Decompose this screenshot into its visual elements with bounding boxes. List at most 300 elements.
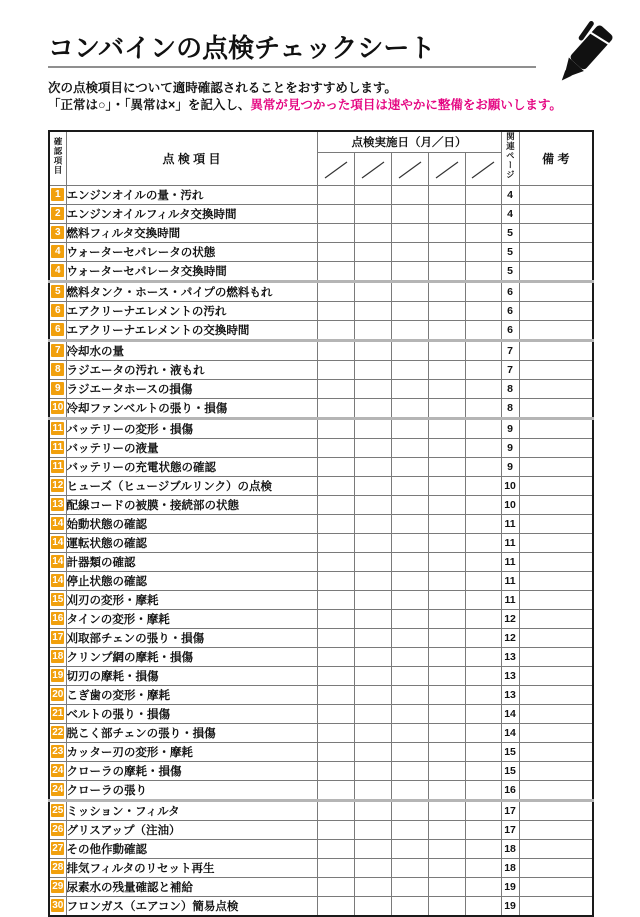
remarks-entry-cell[interactable] — [519, 896, 593, 916]
date-entry-cell[interactable] — [428, 320, 465, 340]
remarks-entry-cell[interactable] — [519, 685, 593, 704]
related-page-value: 5 — [501, 242, 519, 261]
row-number-badge: 28 — [52, 861, 64, 873]
date-entry-cell[interactable] — [317, 571, 354, 590]
date-entry-cell[interactable] — [428, 742, 465, 761]
row-number-badge: 16 — [52, 612, 64, 624]
date-entry-cell[interactable] — [428, 666, 465, 685]
date-entry-cell[interactable] — [317, 723, 354, 742]
check-no-cell — [49, 320, 66, 340]
date-entry-cell[interactable] — [354, 438, 391, 457]
date-entry-cell[interactable] — [317, 533, 354, 552]
date-entry-cell[interactable] — [465, 418, 501, 438]
check-no-cell — [49, 742, 66, 761]
check-no-cell — [49, 896, 66, 916]
col-header-date: 点検実施日（月／日） — [317, 131, 501, 152]
date-entry-cell[interactable] — [391, 261, 428, 281]
date-entry-cell[interactable] — [465, 780, 501, 800]
date-entry-cell[interactable] — [465, 552, 501, 571]
check-no-cell — [49, 590, 66, 609]
remarks-entry-cell[interactable] — [519, 839, 593, 858]
inspection-item-label: ヒューズ（ヒュージブルリンク）の点検 — [66, 476, 317, 495]
date-entry-cell[interactable] — [354, 723, 391, 742]
date-entry-cell[interactable] — [354, 185, 391, 204]
date-entry-cell[interactable] — [354, 704, 391, 723]
date-entry-cell[interactable] — [354, 457, 391, 476]
date-slot-header — [428, 152, 465, 185]
row-number-badge: 9 — [51, 382, 64, 395]
date-entry-cell[interactable] — [465, 320, 501, 340]
date-entry-cell[interactable] — [391, 204, 428, 223]
remarks-entry-cell[interactable] — [519, 281, 593, 301]
date-entry-cell[interactable] — [428, 185, 465, 204]
date-entry-cell[interactable] — [465, 685, 501, 704]
date-entry-cell[interactable] — [391, 418, 428, 438]
related-page-value: 10 — [501, 476, 519, 495]
date-entry-cell[interactable] — [465, 360, 501, 379]
date-entry-cell[interactable] — [354, 476, 391, 495]
date-entry-cell[interactable] — [465, 457, 501, 476]
date-entry-cell[interactable] — [465, 514, 501, 533]
table-row — [49, 704, 593, 723]
date-entry-cell[interactable] — [465, 666, 501, 685]
date-entry-cell[interactable] — [391, 533, 428, 552]
date-entry-cell[interactable] — [317, 261, 354, 281]
date-entry-cell[interactable] — [391, 780, 428, 800]
remarks-entry-cell[interactable] — [519, 242, 593, 261]
date-entry-cell[interactable] — [428, 896, 465, 916]
date-entry-cell[interactable] — [391, 320, 428, 340]
date-entry-cell[interactable] — [317, 647, 354, 666]
remarks-entry-cell[interactable] — [519, 340, 593, 360]
remarks-entry-cell[interactable] — [519, 858, 593, 877]
date-entry-cell[interactable] — [465, 301, 501, 320]
remarks-entry-cell[interactable] — [519, 457, 593, 476]
date-entry-cell[interactable] — [428, 281, 465, 301]
date-entry-cell[interactable] — [354, 820, 391, 839]
date-entry-cell[interactable] — [317, 704, 354, 723]
table-row — [49, 261, 593, 281]
date-entry-cell[interactable] — [428, 723, 465, 742]
table-row — [49, 204, 593, 223]
date-entry-cell[interactable] — [465, 877, 501, 896]
date-entry-cell[interactable] — [428, 533, 465, 552]
table-row — [49, 877, 593, 896]
date-entry-cell[interactable] — [391, 820, 428, 839]
remarks-entry-cell[interactable] — [519, 761, 593, 780]
date-entry-cell[interactable] — [465, 839, 501, 858]
remarks-entry-cell[interactable] — [519, 398, 593, 418]
inspection-item-label: ミッション・フィルタ — [66, 800, 317, 820]
date-entry-cell[interactable] — [354, 281, 391, 301]
related-page-value: 4 — [501, 185, 519, 204]
date-entry-cell[interactable] — [354, 590, 391, 609]
date-entry-cell[interactable] — [391, 839, 428, 858]
date-entry-cell[interactable] — [354, 628, 391, 647]
date-entry-cell[interactable] — [317, 320, 354, 340]
check-no-cell — [49, 571, 66, 590]
remarks-entry-cell[interactable] — [519, 438, 593, 457]
date-entry-cell[interactable] — [428, 609, 465, 628]
date-entry-cell[interactable] — [428, 223, 465, 242]
date-entry-cell[interactable] — [428, 301, 465, 320]
date-entry-cell[interactable] — [354, 340, 391, 360]
date-entry-cell[interactable] — [317, 360, 354, 379]
date-entry-cell[interactable] — [391, 457, 428, 476]
intro-text — [48, 80, 608, 114]
date-entry-cell[interactable] — [354, 742, 391, 761]
date-entry-cell[interactable] — [354, 379, 391, 398]
date-entry-cell[interactable] — [428, 418, 465, 438]
date-entry-cell[interactable] — [354, 780, 391, 800]
date-entry-cell[interactable] — [465, 896, 501, 916]
related-page-value: 4 — [501, 204, 519, 223]
row-number-badge: 2 — [51, 207, 64, 220]
remarks-entry-cell[interactable] — [519, 320, 593, 340]
date-entry-cell[interactable] — [428, 398, 465, 418]
inspection-item-label: エアクリーナエレメントの交換時間 — [66, 320, 317, 340]
inspection-item-label: クローラの摩耗・損傷 — [66, 761, 317, 780]
date-entry-cell[interactable] — [428, 590, 465, 609]
date-entry-cell[interactable] — [354, 761, 391, 780]
remarks-entry-cell[interactable] — [519, 261, 593, 281]
related-page-value: 9 — [501, 438, 519, 457]
date-slot-header — [465, 152, 501, 185]
date-entry-cell[interactable] — [391, 340, 428, 360]
date-entry-cell[interactable] — [317, 185, 354, 204]
date-entry-cell[interactable] — [465, 723, 501, 742]
date-entry-cell[interactable] — [317, 685, 354, 704]
date-entry-cell[interactable] — [428, 476, 465, 495]
date-entry-cell[interactable] — [391, 877, 428, 896]
date-entry-cell[interactable] — [317, 223, 354, 242]
remarks-entry-cell[interactable] — [519, 877, 593, 896]
remarks-entry-cell[interactable] — [519, 571, 593, 590]
row-number-badge: 21 — [52, 707, 64, 719]
date-entry-cell[interactable] — [354, 398, 391, 418]
date-entry-cell[interactable] — [428, 820, 465, 839]
date-entry-cell[interactable] — [428, 261, 465, 281]
remarks-entry-cell[interactable] — [519, 476, 593, 495]
date-entry-cell[interactable] — [317, 281, 354, 301]
remarks-entry-cell[interactable] — [519, 780, 593, 800]
date-entry-cell[interactable] — [317, 896, 354, 916]
remarks-entry-cell[interactable] — [519, 800, 593, 820]
date-entry-cell[interactable] — [317, 552, 354, 571]
date-entry-cell[interactable] — [317, 476, 354, 495]
date-entry-cell[interactable] — [391, 476, 428, 495]
remarks-entry-cell[interactable] — [519, 495, 593, 514]
table-row — [49, 340, 593, 360]
table-row — [49, 761, 593, 780]
table-row — [49, 514, 593, 533]
date-entry-cell[interactable] — [317, 800, 354, 820]
date-entry-cell[interactable] — [391, 242, 428, 261]
check-no-cell — [49, 761, 66, 780]
date-entry-cell[interactable] — [354, 571, 391, 590]
date-entry-cell[interactable] — [354, 514, 391, 533]
date-entry-cell[interactable] — [391, 185, 428, 204]
date-entry-cell[interactable] — [354, 223, 391, 242]
related-page-value: 7 — [501, 340, 519, 360]
date-entry-cell[interactable] — [317, 457, 354, 476]
date-entry-cell[interactable] — [428, 438, 465, 457]
table-row — [49, 666, 593, 685]
date-entry-cell[interactable] — [317, 858, 354, 877]
date-entry-cell[interactable] — [317, 761, 354, 780]
date-entry-cell[interactable] — [465, 185, 501, 204]
date-entry-cell[interactable] — [354, 666, 391, 685]
date-entry-cell[interactable] — [354, 360, 391, 379]
table-row — [49, 685, 593, 704]
date-entry-cell[interactable] — [317, 742, 354, 761]
date-entry-cell[interactable] — [317, 877, 354, 896]
intro-line-2-alert: 異常が見つかった項目は速やかに整備をお願いします。 — [250, 98, 562, 112]
date-entry-cell[interactable] — [317, 514, 354, 533]
date-slash-icon — [433, 159, 461, 181]
remarks-entry-cell[interactable] — [519, 666, 593, 685]
date-entry-cell[interactable] — [391, 438, 428, 457]
date-entry-cell[interactable] — [391, 761, 428, 780]
check-no-cell — [49, 800, 66, 820]
remarks-entry-cell[interactable] — [519, 628, 593, 647]
related-page-value: 13 — [501, 685, 519, 704]
row-number-badge: 18 — [52, 650, 64, 662]
date-entry-cell[interactable] — [465, 761, 501, 780]
table-row — [49, 571, 593, 590]
inspection-item-label: バッテリーの充電状態の確認 — [66, 457, 317, 476]
date-entry-cell[interactable] — [428, 514, 465, 533]
date-entry-cell[interactable] — [354, 647, 391, 666]
date-entry-cell[interactable] — [428, 495, 465, 514]
date-entry-cell[interactable] — [354, 552, 391, 571]
date-entry-cell[interactable] — [465, 533, 501, 552]
date-entry-cell[interactable] — [354, 320, 391, 340]
date-entry-cell[interactable] — [317, 418, 354, 438]
date-entry-cell[interactable] — [317, 398, 354, 418]
date-entry-cell[interactable] — [391, 223, 428, 242]
date-entry-cell[interactable] — [428, 704, 465, 723]
remarks-entry-cell[interactable] — [519, 723, 593, 742]
date-entry-cell[interactable] — [465, 800, 501, 820]
date-entry-cell[interactable] — [354, 896, 391, 916]
date-entry-cell[interactable] — [465, 609, 501, 628]
date-entry-cell[interactable] — [465, 495, 501, 514]
date-entry-cell[interactable] — [317, 609, 354, 628]
remarks-entry-cell[interactable] — [519, 301, 593, 320]
date-entry-cell[interactable] — [317, 438, 354, 457]
related-page-value: 8 — [501, 379, 519, 398]
check-no-cell — [49, 609, 66, 628]
related-page-value: 6 — [501, 320, 519, 340]
date-entry-cell[interactable] — [391, 281, 428, 301]
date-entry-cell[interactable] — [465, 204, 501, 223]
date-entry-cell[interactable] — [354, 204, 391, 223]
remarks-entry-cell[interactable] — [519, 704, 593, 723]
date-entry-cell[interactable] — [354, 533, 391, 552]
row-number-badge: 14 — [52, 555, 64, 567]
date-entry-cell[interactable] — [391, 742, 428, 761]
remarks-entry-cell[interactable] — [519, 609, 593, 628]
date-entry-cell[interactable] — [317, 495, 354, 514]
date-slot-header — [354, 152, 391, 185]
date-entry-cell[interactable] — [354, 609, 391, 628]
date-entry-cell[interactable] — [317, 204, 354, 223]
date-entry-cell[interactable] — [391, 704, 428, 723]
date-entry-cell[interactable] — [465, 590, 501, 609]
date-entry-cell[interactable] — [391, 609, 428, 628]
date-entry-cell[interactable] — [391, 398, 428, 418]
date-entry-cell[interactable] — [465, 438, 501, 457]
date-entry-cell[interactable] — [465, 628, 501, 647]
date-entry-cell[interactable] — [354, 877, 391, 896]
date-entry-cell[interactable] — [354, 242, 391, 261]
table-row — [49, 418, 593, 438]
date-entry-cell[interactable] — [317, 301, 354, 320]
date-entry-cell[interactable] — [391, 379, 428, 398]
date-entry-cell[interactable] — [354, 418, 391, 438]
date-entry-cell[interactable] — [465, 647, 501, 666]
date-entry-cell[interactable] — [465, 820, 501, 839]
date-entry-cell[interactable] — [317, 242, 354, 261]
date-entry-cell[interactable] — [428, 685, 465, 704]
date-entry-cell[interactable] — [354, 800, 391, 820]
check-no-cell — [49, 379, 66, 398]
date-entry-cell[interactable] — [317, 666, 354, 685]
date-entry-cell[interactable] — [428, 571, 465, 590]
date-entry-cell[interactable] — [428, 340, 465, 360]
date-entry-cell[interactable] — [391, 628, 428, 647]
date-entry-cell[interactable] — [354, 301, 391, 320]
date-entry-cell[interactable] — [465, 340, 501, 360]
table-row — [49, 533, 593, 552]
date-entry-cell[interactable] — [317, 628, 354, 647]
inspection-item-label: ウォーターセパレータの状態 — [66, 242, 317, 261]
date-entry-cell[interactable] — [391, 723, 428, 742]
row-number-badge: 4 — [51, 245, 64, 258]
date-entry-cell[interactable] — [391, 685, 428, 704]
remarks-entry-cell[interactable] — [519, 590, 593, 609]
remarks-entry-cell[interactable] — [519, 185, 593, 204]
date-entry-cell[interactable] — [391, 552, 428, 571]
date-entry-cell[interactable] — [317, 820, 354, 839]
date-entry-cell[interactable] — [428, 858, 465, 877]
related-page-value: 7 — [501, 360, 519, 379]
table-row — [49, 839, 593, 858]
date-entry-cell[interactable] — [391, 858, 428, 877]
date-entry-cell[interactable] — [391, 666, 428, 685]
date-entry-cell[interactable] — [391, 896, 428, 916]
remarks-entry-cell[interactable] — [519, 204, 593, 223]
date-entry-cell[interactable] — [465, 571, 501, 590]
date-entry-cell[interactable] — [391, 514, 428, 533]
date-entry-cell[interactable] — [391, 800, 428, 820]
date-entry-cell[interactable] — [428, 800, 465, 820]
date-entry-cell[interactable] — [465, 281, 501, 301]
page-title: コンバインの点検チェックシート — [48, 33, 436, 63]
remarks-entry-cell[interactable] — [519, 514, 593, 533]
date-entry-cell[interactable] — [465, 261, 501, 281]
check-no-cell — [49, 647, 66, 666]
date-entry-cell[interactable] — [354, 685, 391, 704]
check-no-cell — [49, 281, 66, 301]
remarks-entry-cell[interactable] — [519, 552, 593, 571]
date-slash-icon — [396, 159, 424, 181]
remarks-entry-cell[interactable] — [519, 360, 593, 379]
date-entry-cell[interactable] — [428, 242, 465, 261]
table-row — [49, 281, 593, 301]
check-no-cell — [49, 533, 66, 552]
date-entry-cell[interactable] — [428, 839, 465, 858]
date-entry-cell[interactable] — [317, 340, 354, 360]
date-entry-cell[interactable] — [465, 398, 501, 418]
related-page-value: 11 — [501, 552, 519, 571]
date-entry-cell[interactable] — [354, 261, 391, 281]
date-entry-cell[interactable] — [465, 742, 501, 761]
date-entry-cell[interactable] — [317, 379, 354, 398]
remarks-entry-cell[interactable] — [519, 533, 593, 552]
remarks-entry-cell[interactable] — [519, 820, 593, 839]
date-slash-icon — [322, 159, 350, 181]
remarks-entry-cell[interactable] — [519, 418, 593, 438]
remarks-entry-cell[interactable] — [519, 379, 593, 398]
date-entry-cell[interactable] — [465, 379, 501, 398]
date-entry-cell[interactable] — [428, 628, 465, 647]
date-entry-cell[interactable] — [428, 761, 465, 780]
date-entry-cell[interactable] — [391, 360, 428, 379]
date-entry-cell[interactable] — [465, 223, 501, 242]
table-row — [49, 301, 593, 320]
date-entry-cell[interactable] — [465, 242, 501, 261]
date-entry-cell[interactable] — [317, 780, 354, 800]
date-entry-cell[interactable] — [428, 780, 465, 800]
remarks-entry-cell[interactable] — [519, 742, 593, 761]
related-page-value: 17 — [501, 800, 519, 820]
date-entry-cell[interactable] — [391, 647, 428, 666]
date-entry-cell[interactable] — [354, 858, 391, 877]
date-entry-cell[interactable] — [317, 839, 354, 858]
date-entry-cell[interactable] — [465, 704, 501, 723]
table-header-row-1 — [49, 131, 593, 152]
date-entry-cell[interactable] — [428, 360, 465, 379]
date-entry-cell[interactable] — [391, 301, 428, 320]
date-entry-cell[interactable] — [428, 552, 465, 571]
date-entry-cell[interactable] — [428, 647, 465, 666]
date-entry-cell[interactable] — [428, 204, 465, 223]
row-number-badge: 30 — [52, 899, 64, 911]
check-no-cell — [49, 301, 66, 320]
date-entry-cell[interactable] — [354, 839, 391, 858]
related-page-value: 15 — [501, 761, 519, 780]
date-entry-cell[interactable] — [354, 495, 391, 514]
related-page-value: 13 — [501, 666, 519, 685]
remarks-entry-cell[interactable] — [519, 647, 593, 666]
date-entry-cell[interactable] — [391, 571, 428, 590]
table-row — [49, 438, 593, 457]
row-number-badge: 24 — [52, 764, 64, 776]
date-entry-cell[interactable] — [428, 379, 465, 398]
date-entry-cell[interactable] — [317, 590, 354, 609]
date-entry-cell[interactable] — [391, 590, 428, 609]
check-no-cell — [49, 360, 66, 379]
row-number-badge: 11 — [52, 460, 64, 472]
date-entry-cell[interactable] — [465, 858, 501, 877]
date-entry-cell[interactable] — [465, 476, 501, 495]
date-entry-cell[interactable] — [391, 495, 428, 514]
remarks-entry-cell[interactable] — [519, 223, 593, 242]
date-entry-cell[interactable] — [428, 877, 465, 896]
date-entry-cell[interactable] — [428, 457, 465, 476]
